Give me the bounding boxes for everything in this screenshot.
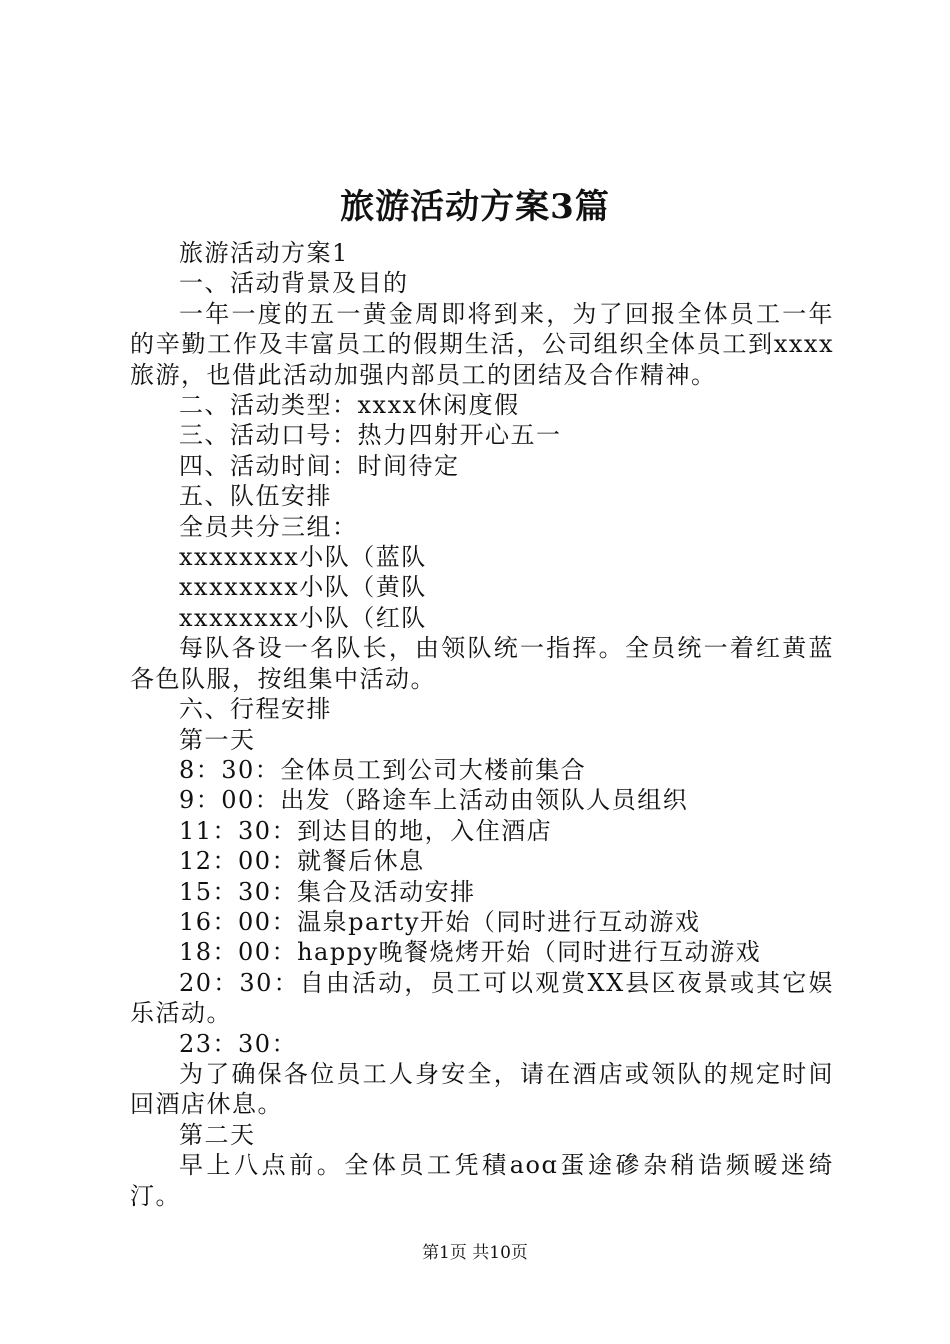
paragraph: xxxxxxxx小队（黄队 bbox=[179, 573, 427, 602]
paragraph: 8：30：全体员工到公司大楼前集合 bbox=[179, 755, 587, 784]
paragraph: 第一天 bbox=[179, 725, 256, 754]
paragraph: 早上八点前。全体员工凭積aoɑ蛋途磣杂稍诰频暧迷绮汀。 bbox=[130, 1151, 834, 1210]
paragraph: 第二天 bbox=[179, 1120, 256, 1149]
paragraph: 六、行程安排 bbox=[179, 695, 332, 724]
paragraph: 16：00：温泉party开始（同时进行互动游戏 bbox=[179, 907, 701, 936]
paragraph: 全员共分三组： bbox=[179, 512, 358, 541]
paragraph: 20：30：自由活动，员工可以观赏XX县区夜景或其它娱乐活动。 bbox=[130, 968, 834, 1028]
paragraph: 12：00：就餐后休息 bbox=[179, 847, 425, 876]
document-title: 旅游活动方案3篇 bbox=[340, 187, 610, 227]
paragraph: 为了确保各位员工人身安全，请在酒店或领队的规定时间回酒店休息。 bbox=[130, 1059, 834, 1119]
paragraph: 9：00：出发（路途车上活动由领队人员组织 bbox=[179, 786, 689, 815]
paragraph: 四、活动时间：时间待定 bbox=[179, 451, 460, 480]
paragraph: 11：30：到达目的地，入住酒店 bbox=[179, 816, 553, 845]
paragraph: 每队各设一名队长，由领队统一指挥。全员统一着红黄蓝各色队服，按组集中活动。 bbox=[130, 634, 834, 693]
paragraph: 旅游活动方案1 bbox=[179, 239, 349, 267]
paragraph: xxxxxxxx小队（蓝队 bbox=[179, 543, 427, 572]
paragraph: 15：30：集合及活动安排 bbox=[179, 877, 476, 906]
paragraph: 二、活动类型：xxxx休闲度假 bbox=[179, 391, 520, 420]
paragraph: 23：30： bbox=[179, 1029, 298, 1058]
paragraph: 18：00：happy晚餐烧烤开始（同时进行互动游戏 bbox=[179, 938, 762, 967]
paragraph: xxxxxxxx小队（红队 bbox=[179, 603, 427, 632]
paragraph: 一、活动背景及目的 bbox=[179, 269, 409, 298]
paragraph: 三、活动口号：热力四射开心五一 bbox=[179, 421, 562, 450]
paragraph: 一年一度的五一黄金周即将到来，为了回报全体员工一年的辛勤工作及丰富员工的假期生活，公司组织全体员工到xxxx旅游，也借此活动加强内部员工的团结及合作精神。 bbox=[130, 299, 834, 389]
paragraph: 五、队伍安排 bbox=[179, 482, 332, 511]
document-body bbox=[130, 238, 834, 1211]
page-number-footer: 第1页 共10页 bbox=[422, 1243, 528, 1263]
